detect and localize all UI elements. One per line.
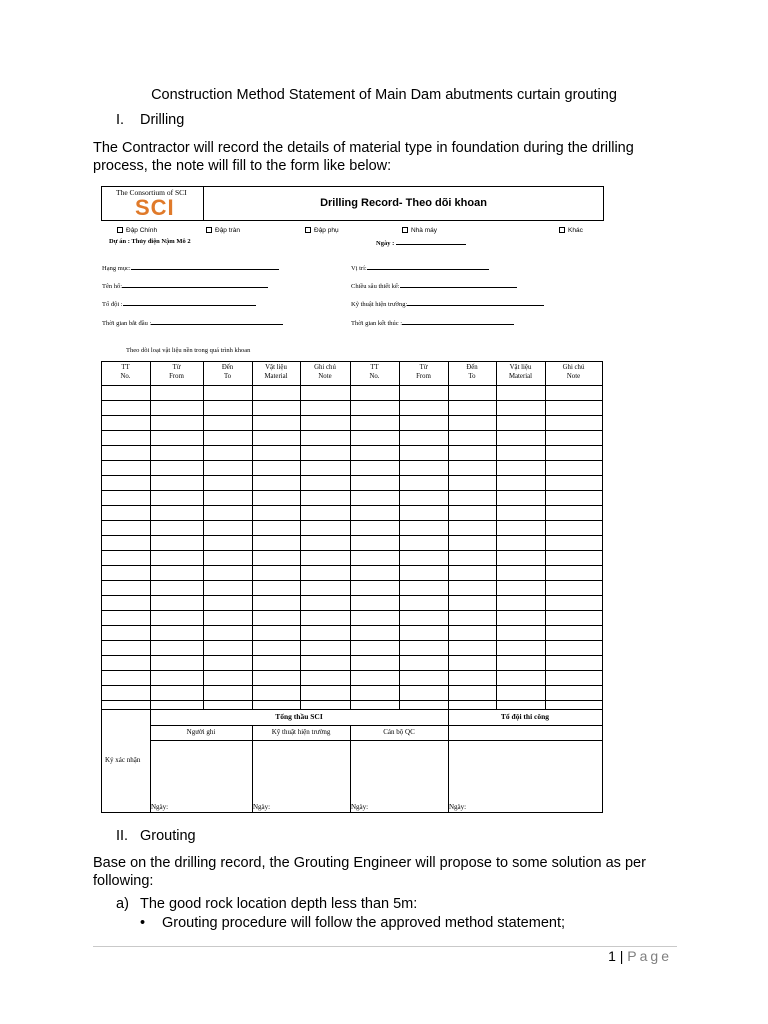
table-caption: Theo dõi loại vật liệu nền trong quá trình khoan — [126, 347, 251, 354]
paragraph-line: Base on the drilling record, the Grouting Engineer will propose to some solution as per — [93, 855, 646, 871]
section-number: I. — [116, 112, 125, 128]
recorder-label: Người ghi — [186, 728, 216, 736]
date-line — [396, 238, 466, 245]
paragraph-line: following: — [93, 873, 154, 889]
field-location[interactable]: Vị trí: — [351, 263, 489, 272]
form-title: Drilling Record- Theo dõi khoan — [320, 197, 487, 209]
form-header — [101, 186, 604, 221]
paragraph-line: process, the note will fill to the form like below: — [93, 158, 392, 174]
column-header: Từ From — [416, 364, 431, 380]
sign-date: Ngày: — [253, 803, 271, 811]
paragraph-drilling — [93, 139, 673, 175]
paragraph-grouting — [93, 854, 673, 890]
field-team[interactable]: Tổ đội : — [102, 299, 256, 308]
drilling-record-form — [101, 186, 603, 813]
date-field[interactable]: Ngày : — [376, 238, 466, 247]
page-number: 1 — [608, 948, 616, 964]
section-heading-grouting — [116, 828, 196, 844]
page-separator: | — [619, 948, 624, 964]
signature-block — [101, 709, 603, 813]
bullet-text: Grouting procedure will follow the approved method statement; — [162, 915, 565, 931]
column-header: Ghi chú Note — [562, 364, 585, 380]
checkbox-icon — [402, 227, 408, 233]
page-footer — [0, 948, 672, 964]
column-header: Đến To — [221, 364, 234, 380]
team-label: Tổ đội thi công — [500, 712, 550, 721]
contractor-label: Tổng thầu SCI — [275, 712, 323, 721]
list-marker: a) — [116, 896, 129, 912]
sign-date: Ngày: — [151, 803, 169, 811]
checkbox-icon — [305, 227, 311, 233]
column-header: Đến To — [466, 364, 478, 380]
logo-box — [102, 187, 204, 220]
qc-label: Cán bộ QC — [383, 728, 415, 736]
footer-divider — [93, 946, 677, 947]
page-word: Page — [627, 948, 672, 964]
column-header: Vật liệu Material — [264, 364, 288, 380]
section-heading-drilling — [116, 112, 184, 128]
list-text: The good rock location depth less than 5m: — [140, 896, 418, 912]
bullet-item — [140, 915, 565, 931]
checkbox-icon — [206, 227, 212, 233]
field-start-time[interactable]: Thời gian bắt đầu : — [102, 318, 283, 327]
field-field-technician[interactable]: Kỹ thuật hiện trường: — [351, 299, 544, 308]
column-header: TT No. — [120, 364, 131, 380]
sign-date: Ngày: — [351, 803, 369, 811]
checkbox-spillway[interactable]: Đập tràn — [206, 227, 240, 234]
section-number: II. — [116, 828, 129, 844]
project-label: Dự án : Thủy điện Nậm Mô 2 — [109, 238, 191, 245]
column-header: Vật liệu Material — [508, 364, 533, 380]
checkbox-icon — [559, 227, 565, 233]
field-tech-label: Kỹ thuật hiện trường — [271, 728, 331, 736]
paragraph-line: The Contractor will record the details of material type in foundation during the drilling — [93, 140, 634, 156]
section-title: Drilling — [140, 112, 185, 128]
sign-date: Ngày: — [449, 803, 467, 811]
column-header: TT No. — [369, 364, 380, 380]
checkbox-main-dam[interactable]: Đập Chính — [117, 227, 157, 234]
field-end-time[interactable]: Thời gian kết thúc : — [351, 318, 514, 327]
list-item-a — [116, 896, 417, 912]
document-title: Construction Method Statement of Main Dam abutments curtain grouting — [151, 87, 617, 103]
field-hole-name[interactable]: Tên hố: — [102, 281, 268, 290]
checkbox-saddle-dam[interactable]: Đập phụ — [305, 227, 339, 234]
section-title: Grouting — [140, 828, 196, 844]
field-item[interactable]: Hạng mục: — [102, 263, 279, 272]
field-design-depth[interactable]: Chiều sâu thiết kế: — [351, 281, 517, 290]
column-header: Ghi chú Note — [314, 364, 336, 380]
sign-label: Ký xác nhận — [105, 756, 141, 764]
consortium-label: The Consortium of SCI — [116, 188, 187, 197]
checkbox-powerhouse[interactable]: Nhà máy — [402, 227, 437, 234]
material-log-table — [101, 361, 603, 709]
bullet-icon: • — [140, 915, 146, 931]
column-header: Từ From — [169, 364, 184, 380]
checkbox-other[interactable]: Khác — [559, 227, 583, 234]
checkbox-icon — [117, 227, 123, 233]
sci-logo: SCI — [135, 195, 175, 220]
